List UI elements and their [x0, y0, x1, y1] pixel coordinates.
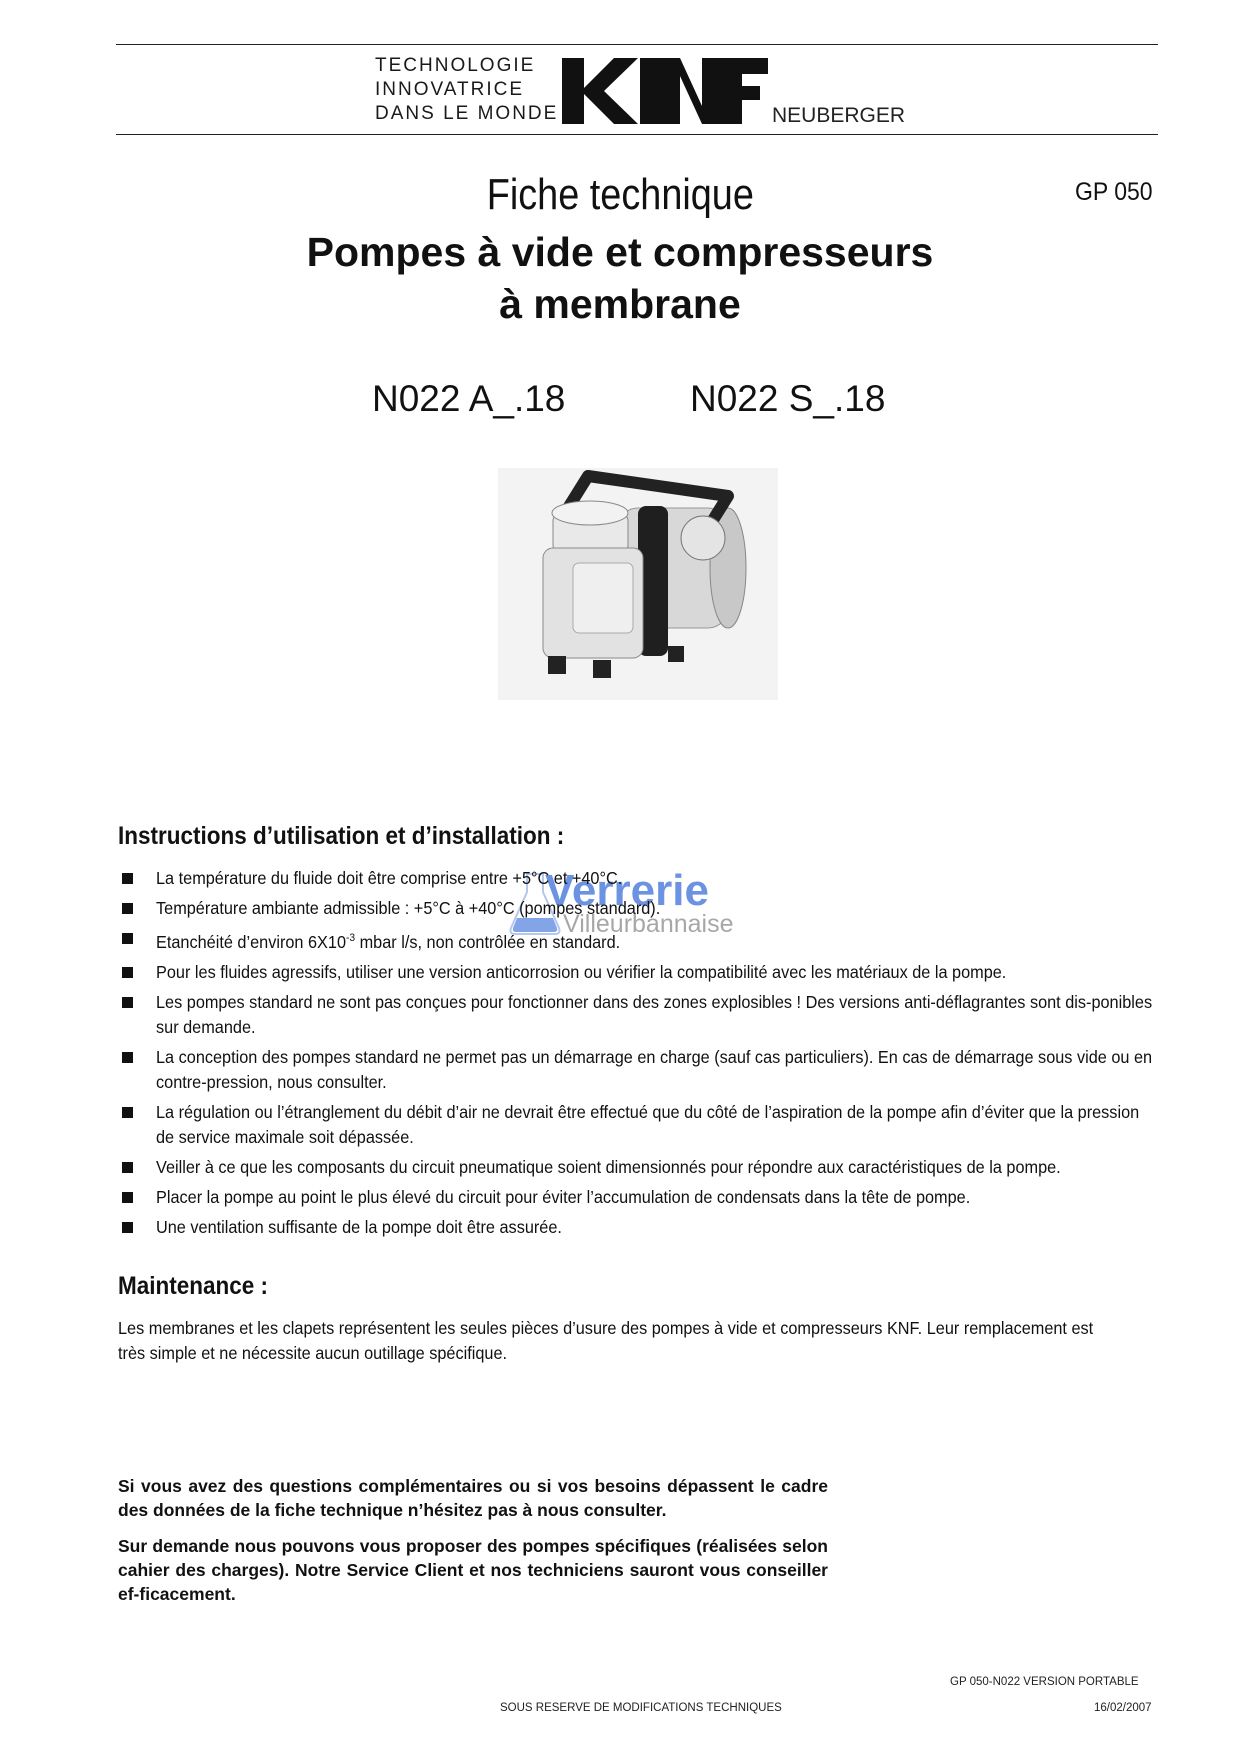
instructions-list [120, 866, 1160, 1245]
watermark-line-1: Verrerie [545, 866, 709, 915]
list-item: Une ventilation suffisante de la pompe doit être assurée. [120, 1215, 1160, 1240]
list-item: Température ambiante admissible : +5°C à +40°C (pompes standard). [120, 896, 1160, 921]
footer-date: 16/02/2007 [1094, 1702, 1152, 1714]
knf-logo [562, 58, 768, 124]
instructions-heading: Instructions d’utilisation et d’installation : [118, 822, 565, 850]
list-item: La température du fluide doit être comprise entre +5°C et +40°C. [120, 866, 1160, 891]
list-item: Veiller à ce que les composants du circuit pneumatique soient dimensionnés pour répondre aux caractéristiques de la pompe. [120, 1155, 1160, 1180]
list-item: La conception des pompes standard ne permet pas un démarrage en charge (sauf cas particuliers). En cas de démarrage sous vide ou en contre-pression, nous consulter. [120, 1045, 1160, 1095]
tagline-line-1: TECHNOLOGIE [375, 55, 536, 76]
maintenance-text: Les membranes et les clapets représentent les seules pièces d’usure des pompes à vide et compresseurs KNF. Leur remplacement est très simple et ne nécessite aucun outillage spécifique. [118, 1318, 1094, 1363]
header-bottom-rule [116, 134, 1158, 135]
brand-suffix: NEUBERGER [772, 104, 906, 127]
footer-version: GP 050-N022 VERSION PORTABLE [950, 1676, 1139, 1688]
pump-photo [498, 468, 778, 700]
tagline-line-3: DANS LE MONDE [375, 103, 559, 124]
company-tagline [375, 54, 558, 126]
list-item: Etanchéité d’environ $6X10^{-3}$ mbar l/s, non contrôlée en standard. [120, 926, 1160, 955]
list-item: La régulation ou l’étranglement du débit d’air ne devrait être effectué que du côté de l’aspiration de la pompe afin d’éviter que la pression de service maximale soit dépassée. [120, 1100, 1160, 1150]
product-title-line-1: Pompes à vide et compresseurs [306, 229, 934, 275]
tagline-line-2: INNOVATRICE [375, 79, 525, 100]
list-item: Les pompes standard ne sont pas conçues pour fonctionner dans des zones explosibles ! Des versions anti-déflagrantes sont dis-ponibles sur demande. [120, 990, 1160, 1040]
maintenance-heading: Maintenance : [118, 1272, 269, 1300]
top-rule [116, 44, 1158, 45]
product-title [0, 226, 1240, 330]
product-title-line-2: à membrane [499, 281, 741, 327]
list-item: Pour les fluides agressifs, utiliser une version anticorrosion ou vérifier la compatibilité avec les matériaux de la pompe. [120, 960, 1160, 985]
footer-disclaimer: SOUS RESERVE DE MODIFICATIONS TECHNIQUES [500, 1702, 782, 1714]
model-a: N022 A_.18 [372, 378, 566, 419]
contact-paragraph-2: Sur demande nous pouvons vous proposer des pompes spécifiques (réalisées selon cahier des charges). Notre Service Client et nos techniciens sauront vous conseiller ef-ficacement. [118, 1536, 828, 1604]
list-item: Placer la pompe au point le plus élevé du circuit pour éviter l’accumulation de condensats dans la tête de pompe. [120, 1185, 1160, 1210]
doc-type-title: Fiche technique [486, 170, 754, 219]
watermark-line-2: Villeurbannaise [563, 910, 734, 938]
contact-paragraph-1: Si vous avez des questions complémentaires ou si vos besoins dépassent le cadre des données de la fiche technique n’hésitez pas à nous consulter. [118, 1476, 828, 1520]
model-s: N022 S_.18 [690, 378, 886, 419]
document-code: GP 050 [1075, 178, 1153, 206]
